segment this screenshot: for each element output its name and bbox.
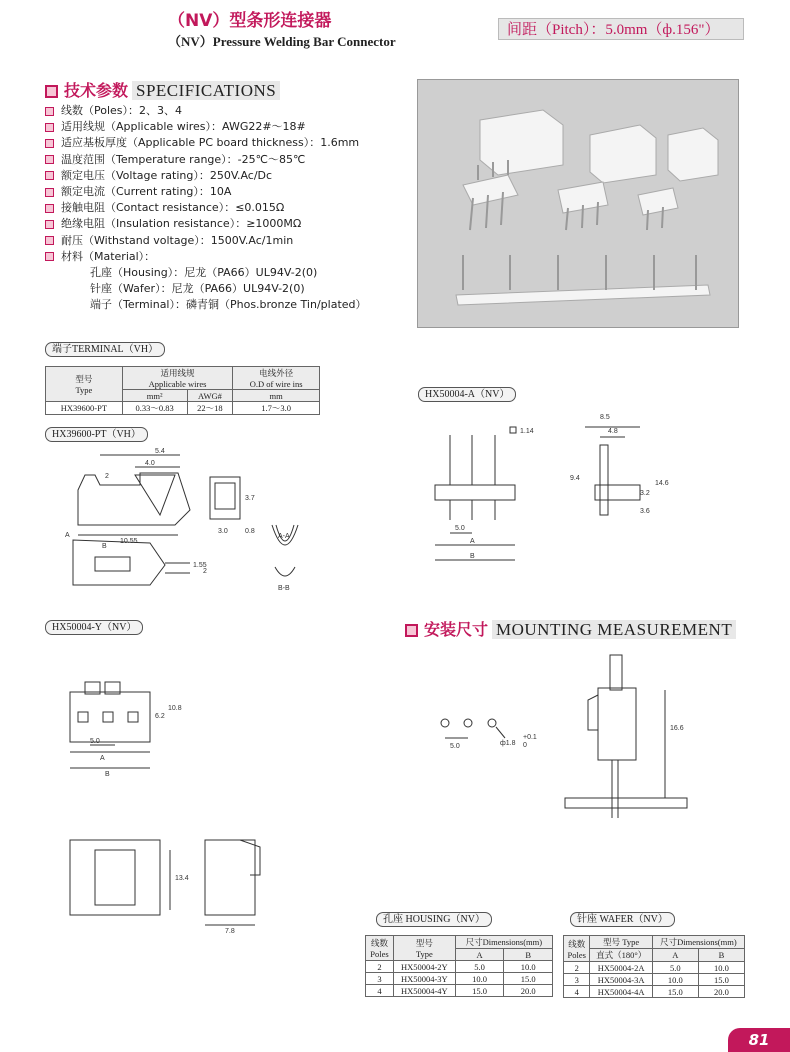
label-a-a: A-A xyxy=(278,533,290,540)
dim-10-55: 10.55 xyxy=(120,538,138,545)
table-row: 3 HX50004-3Y 10.0 15.0 xyxy=(366,973,553,985)
dim-1-14: 1.14 xyxy=(520,428,534,435)
terminal-tag: 端子TERMINAL（VH） xyxy=(45,342,165,357)
mounting-heading-cn: 安装尺寸 xyxy=(424,620,489,639)
dim-5-0: 5.0 xyxy=(90,738,100,745)
table-row: 4 HX50004-4A 15.0 20.0 xyxy=(564,986,745,998)
dim-hole-tol0: 0 xyxy=(523,742,527,749)
spec-item: 线数（Poles）：2、3、4 xyxy=(45,103,367,119)
housing-drawing-tag: HX50004-Y（NV） xyxy=(45,620,143,635)
dim-9-4: 9.4 xyxy=(570,475,580,482)
terminal-col-type: 型号 Type xyxy=(46,367,123,402)
wafer-drawing-tag: HX50004-A（NV） xyxy=(418,387,516,402)
specs-heading-en: SPECIFICATIONS xyxy=(132,81,280,100)
dim-wafer-a: A xyxy=(470,538,475,545)
dim-10-8: 10.8 xyxy=(168,705,182,712)
dim-13-4: 13.4 xyxy=(175,875,189,882)
dim-4-8: 4.8 xyxy=(608,428,618,435)
bullet-icon xyxy=(45,139,54,148)
bullet-icon xyxy=(45,204,54,213)
dim-16-6: 16.6 xyxy=(670,725,684,732)
wafer-drawing xyxy=(425,405,745,575)
connector-photo-illustration xyxy=(418,80,738,327)
dim-mount-5-0: 5.0 xyxy=(450,743,460,750)
dim-2: 2 xyxy=(105,473,109,480)
page-title-cn: （NV）型条形连接器 xyxy=(168,11,332,31)
dim-a: A xyxy=(100,755,105,762)
terminal-col-awg: AWG# xyxy=(187,390,233,402)
terminal-col-od: 电线外径 O.D of wire ins xyxy=(233,367,320,390)
dim-3-6: 3.6 xyxy=(640,508,650,515)
bullet-icon xyxy=(45,171,54,180)
spec-item: 额定电流（Current rating）：10A xyxy=(45,184,367,200)
housing-tag: 孔座 HOUSING（NV） xyxy=(376,912,492,927)
dim-3-2: 3.2 xyxy=(640,490,650,497)
terminal-col-wires: 适用线规 Applicable wires xyxy=(122,367,232,390)
table-row: 2 HX50004-2Y 5.0 10.0 xyxy=(366,961,553,973)
table-row: 3 HX50004-3A 10.0 15.0 xyxy=(564,974,745,986)
bullet-icon xyxy=(45,155,54,164)
spec-list xyxy=(45,103,367,314)
table-row: 2 HX50004-2A 5.0 10.0 xyxy=(564,962,745,974)
wafer-tag: 针座 WAFER（NV） xyxy=(570,912,675,927)
bullet-icon xyxy=(45,123,54,132)
spec-item: 适应基板厚度（Applicable PC board thickness）：1.6mm xyxy=(45,135,367,151)
bullet-icon xyxy=(45,252,54,261)
housing-side-drawing xyxy=(60,835,290,935)
dim-3-0: 3.0 xyxy=(218,528,228,535)
dim-wafer-b: B xyxy=(470,553,475,560)
spec-item: 耐压（Withstand voltage）：1500V.Ac/1min xyxy=(45,233,367,249)
dim-1-55: 1.55 xyxy=(193,562,207,569)
dim-5-4: 5.4 xyxy=(155,448,165,455)
wafer-table: 线数 Poles 型号 Type 尺寸Dimensions(mm) 直式（180°） A B 2 HX50004-2A 5.0 10.0 3 HX50004-3A 10.0 15.0 4 HX50004-4A 15.0 20.0 xyxy=(563,935,745,998)
product-photo xyxy=(417,79,739,328)
terminal-table xyxy=(45,366,320,415)
dim-4-0: 4.0 xyxy=(145,460,155,467)
bullet-icon xyxy=(45,107,54,116)
material-item: 针座（Wafer）：尼龙（PA66）UL94V-2(0) xyxy=(90,282,305,296)
housing-table: 线数 Poles 型号 Type 尺寸Dimensions(mm) A B 2 HX50004-2Y 5.0 10.0 3 HX50004-3Y 10.0 15.0 4 HX50004-4Y 15.0 20.0 xyxy=(365,935,553,997)
housing-top-drawing xyxy=(60,670,190,790)
dim-3-7: 3.7 xyxy=(245,495,255,502)
bullet-icon xyxy=(45,220,54,229)
material-item: 端子（Terminal）：磷青铜（Phos.bronze Tin/plated） xyxy=(90,298,367,312)
label-section-a: A xyxy=(65,532,70,539)
terminal-drawing xyxy=(40,445,340,610)
spec-item: 绝缘电阻（Insulation resistance）：≥1000MΩ xyxy=(45,216,367,232)
page-title-en: （NV）Pressure Welding Bar Connector xyxy=(168,34,396,49)
dim-wafer-5-0: 5.0 xyxy=(455,525,465,532)
terminal-drawing-tag: HX39600-PT（VH） xyxy=(45,427,148,442)
dim-7-8: 7.8 xyxy=(225,928,235,935)
dim-hole: ф1.8 xyxy=(500,740,516,747)
dim-hole-tol: +0.1 xyxy=(523,734,537,741)
bullet-square-icon xyxy=(405,624,418,637)
label-section-b: B xyxy=(102,543,107,550)
table-row: HX39600-PT 0.33～0.83 22～18 1.7～3.0 xyxy=(46,402,320,415)
dim-14-6: 14.6 xyxy=(655,480,669,487)
mounting-heading-en: MOUNTING MEASUREMENT xyxy=(492,620,736,639)
dim-2b: 2 xyxy=(203,568,207,575)
spec-item: 适用线规（Applicable wires）：AWG22#～18# xyxy=(45,119,367,135)
dim-6-2: 6.2 xyxy=(155,713,165,720)
bullet-icon xyxy=(45,236,54,245)
spec-item: 材料（Material）： xyxy=(45,249,367,265)
terminal-col-mm: mm xyxy=(233,390,320,402)
table-row: 4 HX50004-4Y 15.0 20.0 xyxy=(366,985,553,997)
mounting-heading xyxy=(405,617,736,640)
bullet-icon xyxy=(45,188,54,197)
spec-item: 额定电压（Voltage rating）：250V.Ac/Dc xyxy=(45,168,367,184)
spec-item: 温度范围（Temperature range）：-25℃～85℃ xyxy=(45,152,367,168)
dim-8-5: 8.5 xyxy=(600,414,610,421)
mounting-side-drawing xyxy=(560,650,700,820)
bullet-square-icon xyxy=(45,85,58,98)
specs-heading xyxy=(45,78,280,101)
dim-0-8: 0.8 xyxy=(245,528,255,535)
specs-heading-cn: 技术参数 xyxy=(64,81,129,100)
page-number: 81 xyxy=(728,1028,790,1052)
mounting-hole-drawing xyxy=(420,650,540,760)
spec-item: 接触电阻（Contact resistance）：≤0.015Ω xyxy=(45,200,367,216)
terminal-col-mm2: mm² xyxy=(122,390,187,402)
pitch-box: 间距（Pitch）：5.0mm（ф.156"） xyxy=(498,18,744,40)
material-item: 孔座（Housing）：尼龙（PA66）UL94V-2(0) xyxy=(90,266,318,280)
dim-b: B xyxy=(105,771,110,778)
label-b-b: B-B xyxy=(278,585,290,592)
